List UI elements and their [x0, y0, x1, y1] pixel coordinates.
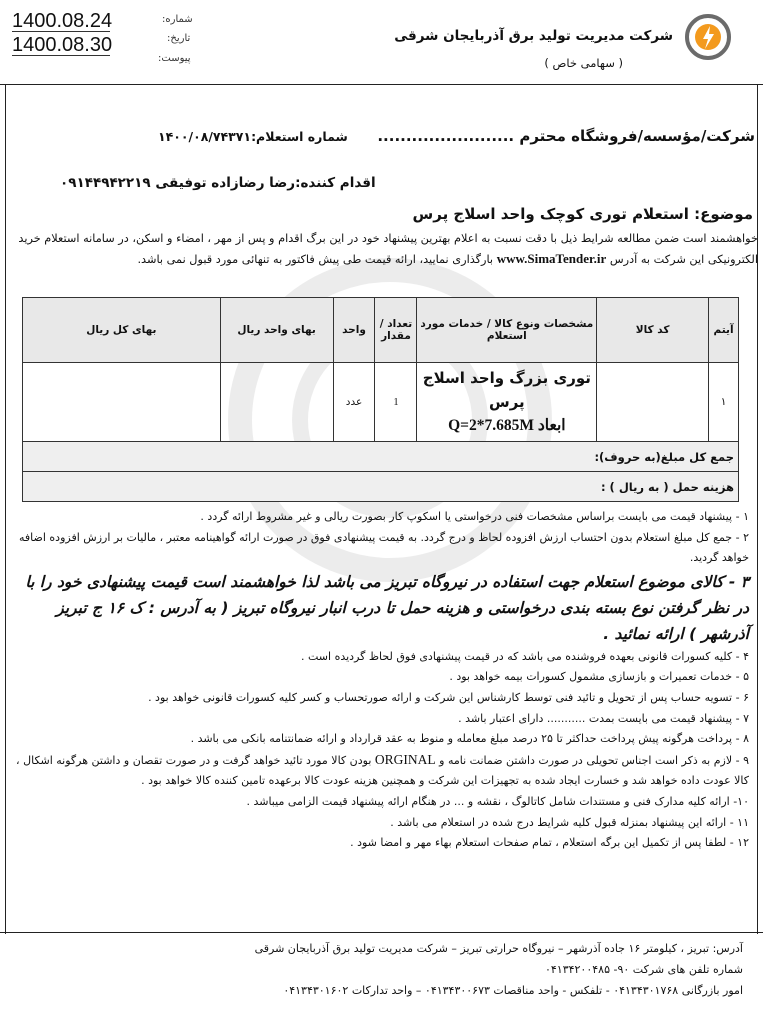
conditions-list [6, 507, 749, 854]
cell-total-price[interactable] [23, 363, 221, 442]
requester: اقدام کننده:رضا رضازاده توفیقی ۰۹۱۴۴۹۴۲۲۱۹ [60, 175, 376, 191]
shipping-label[interactable]: هزینه حمل ( به ریال ) : [23, 472, 739, 502]
condition-text: بودن کالا مورد تائید خواهد گرفت و در صورت تقصان و داشتن هرگونه اشکال ، کالا عودت داده خواهد شد و خسارت ایجاد شده به تجهیزات این شرکت و همچنین هزینه عودت کالا برعهده تامین کننده کالا خواهد بود . [16, 753, 749, 788]
tender-site-link[interactable]: www.SimaTender.ir [496, 251, 607, 266]
condition-item: ۱۰- ارائه کلیه مدارک فنی و مستندات شامل کاتالوگ ، نقشه و ... در هنگام ارائه پیشنهاد قیمت الزامی میباشد . [246, 794, 749, 808]
condition-item [6, 750, 749, 792]
label-attachment: :پیوست [158, 53, 191, 64]
label-date: :تاریخ [167, 33, 191, 44]
intro-text: بارگذاری نمایید، ارائه قیمت طی پیش فاکتور به تنهائی مورد قبول نمی باشد. [137, 253, 494, 266]
condition-item: ۸ - پرداخت هرگونه پیش پرداخت حداکثر تا ۲۵ درصد مبلغ معامله و منوط به عقد قرارداد و ارائه ضمانتنامه بانکی می باشد . [190, 732, 749, 746]
cell-unit-price[interactable] [220, 363, 333, 442]
condition-item: ۱۱ - ارائه این پیشنهاد بمنزله قبول کلیه شرایط درج شده در استعلام می باشد . [390, 815, 749, 829]
company-type: ( سهامی خاص ) [544, 56, 623, 70]
header-divider [0, 84, 763, 85]
frame-border [757, 84, 758, 934]
col-total-price: بهای کل ریال [23, 298, 221, 363]
date-underline [12, 55, 110, 56]
col-description: مشخصات ونوع کالا / خدمات مورد استعلام [417, 298, 597, 363]
intro-paragraph [8, 229, 758, 270]
col-unit: واحد [333, 298, 375, 363]
table-row [23, 363, 739, 442]
col-quantity: تعداد / مقدار [375, 298, 417, 363]
date-underline [12, 31, 110, 32]
footer-phones: شماره تلفن های شرکت ۹۰- ۰۴۱۳۴۲۰۰۴۸۵ [544, 963, 743, 976]
condition-text: ۹ - لازم به ذکر است اجناس تحویلی در صورت داشتن ضمانت نامه و [439, 753, 749, 767]
original-word: ORGINAL [374, 751, 436, 767]
label-number: :شماره [162, 14, 193, 25]
company-logo-icon [685, 14, 731, 60]
footer-contact [13, 938, 743, 1001]
intro-text: خواهشمند است ضمن مطالعه شرایط ذیل با دقت نسبت به اعلام بهترین پیشنهاد خود در این برگ اقدام و پس از مهر ، امضاء و اسکن، در سامانه استعلام خرید الکترونیکی این شرکت به آدرس [18, 232, 758, 266]
condition-item-emphasis: ۳ - کالای موضوع استعلام جهت استفاده در نیروگاه تبریز می باشد لذا خواهشمند است قیمت پیشنهادی خود را با در نظر گرفتن نوع بسته بندی درخواستی و هزینه حمل تا درب انبار نیروگاه تبریز ( به آدرس : ک ۱۶ ج تبریز آذرشهر ) ارائه نمائید . [25, 572, 749, 643]
condition-item: ۷ - پیشنهاد قیمت می بایست بمدت ........... دارای اعتبار باشد . [458, 711, 749, 725]
cell-quantity: 1 [375, 363, 417, 442]
date-issue: 1400.08.30 [12, 34, 113, 56]
condition-item: ۱ - پیشنهاد قیمت می بایست براساس مشخصات فنی درخواستی یا اسکوپ کار بصورت ریالی و غیر مشروط ارائه گردد . [200, 510, 749, 523]
shipping-row [23, 472, 739, 502]
condition-item: ۵ - خدمات تعمیرات و بازسازی مشمول کسورات بیمه خواهد بود . [449, 670, 749, 684]
description-dimensions: ابعاد Q=2*7.685M [448, 417, 566, 434]
description-line: توری بزرگ واحد اسلاج پرس [422, 369, 591, 411]
cell-unit: عدد [333, 363, 375, 442]
cell-description [417, 363, 597, 442]
footer-contacts: امور بازرگانی ۰۴۱۳۴۳۰۱۷۶۸ - تلفکس - واحد مناقصات ۰۴۱۳۴۳۰۰۶۷۳ – واحد تدارکات ۰۴۱۳۴۳۰۱۶۰۲ [283, 984, 743, 997]
col-unit-price: بهای واحد ریال [220, 298, 333, 363]
cell-item: ۱ [709, 363, 739, 442]
col-code: کد کالا [597, 298, 709, 363]
col-item: آیتم [709, 298, 739, 363]
recipient-line: شرکت/مؤسسه/فروشگاه محترم ........................ [377, 127, 755, 145]
company-name: شرکت مدیریت تولید برق آذربایجان شرقی [394, 28, 673, 44]
cell-code[interactable] [597, 363, 709, 442]
subject: موضوع: استعلام توری کوچک واحد اسلاج پرس [412, 205, 753, 223]
condition-item: ۲ - جمع کل مبلغ استعلام بدون احتساب ارزش افزوده لحاظ و درج گردد. به قیمت پیشنهادی فوق در صورت ارائه گواهینامه معتبر ، مالیات بر ارزش افزوده اضافه خواهد گردید. [19, 530, 749, 565]
condition-item: ۱۲ - لطفا پس از تکمیل این برگه استعلام ، تمام صفحات استعلام بهاء مهر و امضا شود . [350, 836, 749, 850]
sum-label[interactable]: جمع کل مبلغ(به حروف): [23, 442, 739, 472]
items-table [22, 297, 739, 502]
footer-address: آدرس: تبریز ، کیلومتر ۱۶ جاده آذرشهر – نیروگاه حرارتی تبریز – شرکت مدیریت تولید برق آذربایجان شرقی [254, 942, 743, 955]
table-header-row [23, 298, 739, 363]
date-number: 1400.08.24 [12, 10, 113, 32]
condition-item: ۴ - کلیه کسورات قانونی بعهده فروشنده می باشد که در قیمت پیشنهادی فوق لحاظ گردیده است . [301, 649, 749, 663]
condition-item: ۶ - تسویه حساب پس از تحویل و تائید فنی توسط کارشناس این شرکت و ارائه صورتحساب و کسر کلیه کسورات قانونی خواهد بود . [148, 690, 749, 704]
footer-divider [0, 932, 763, 933]
inquiry-number: شماره استعلام:۱۴۰۰/۰۸/۷۴۳۷۱ [158, 129, 348, 144]
sum-row [23, 442, 739, 472]
